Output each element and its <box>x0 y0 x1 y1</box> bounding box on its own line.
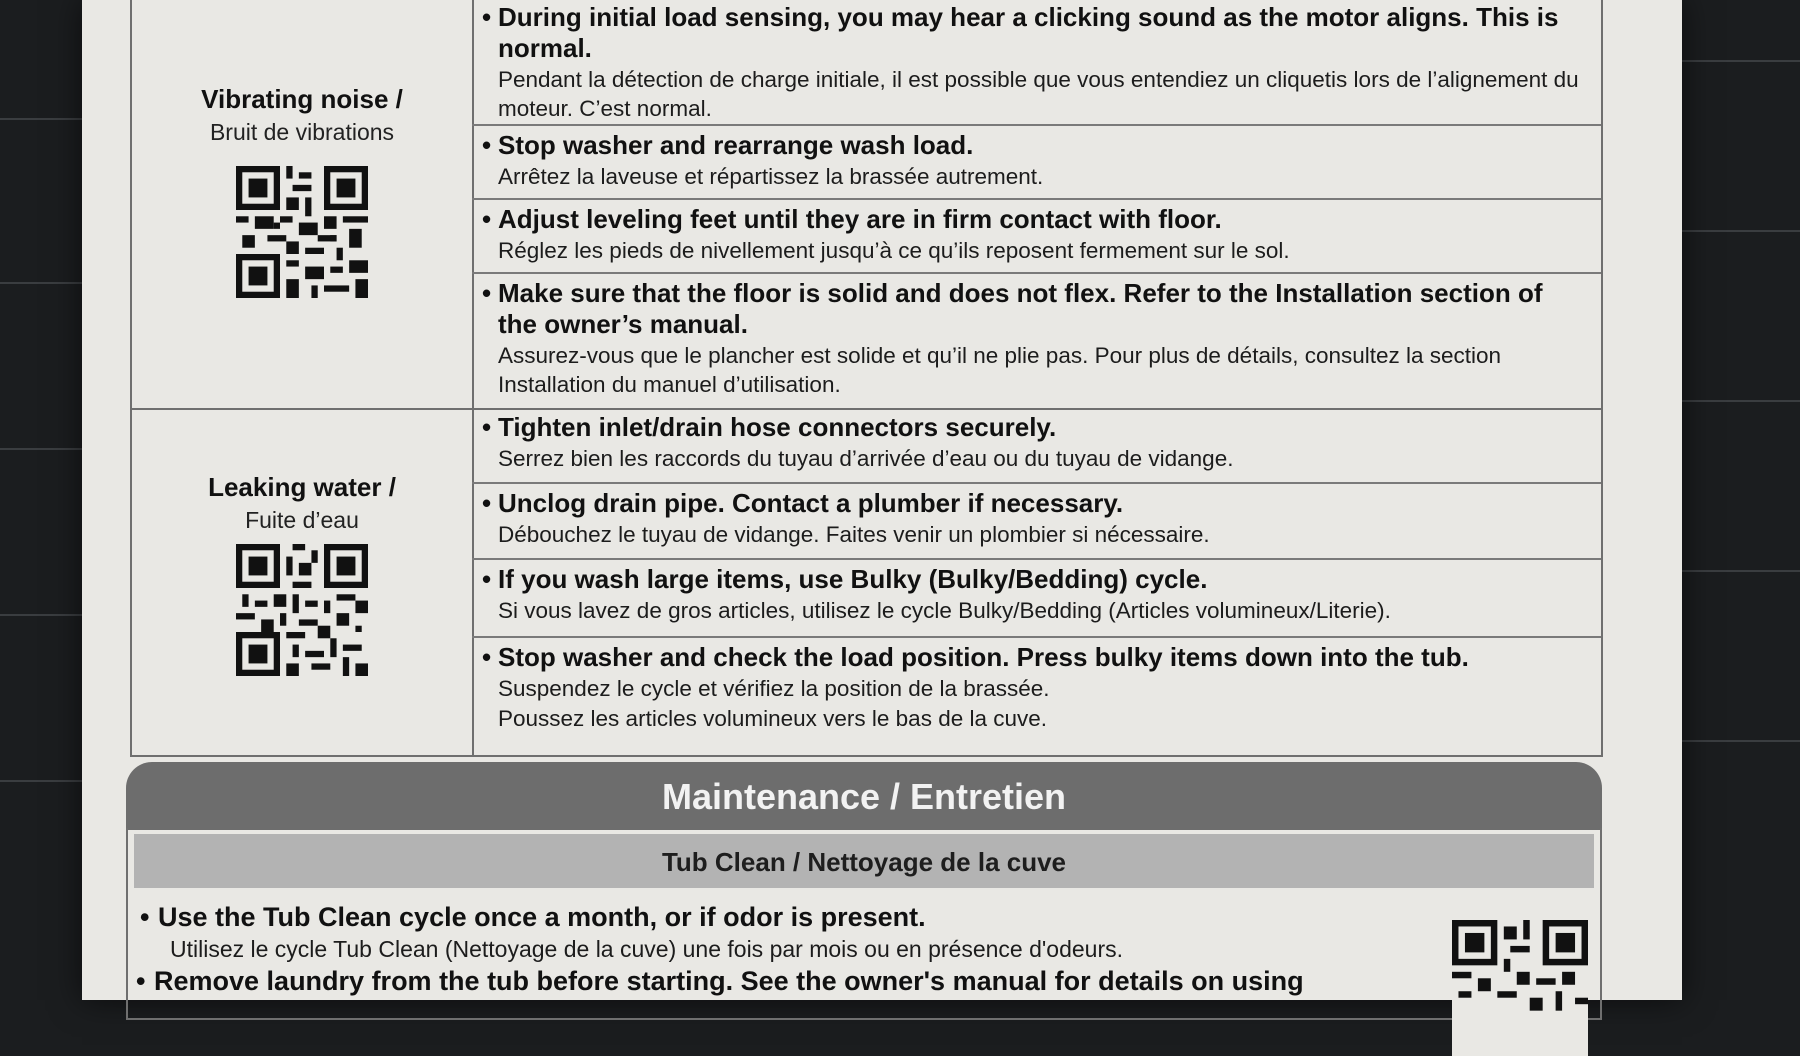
solution-text-en: • Adjust leveling feet until they are in firm contact with floor. <box>498 204 1583 235</box>
solution-text-en: • Unclog drain pipe. Contact a plumber if necessary. <box>498 488 1583 519</box>
solution-row <box>472 484 1601 560</box>
leaking-water-section <box>132 408 1601 755</box>
backdrop-line <box>1682 400 1800 402</box>
solution-text-fr: Assurez-vous que le plancher est solide et qu’il ne plie pas. Pour plus de détails, consultez la section Installation du manuel d’utilisation. <box>498 343 1502 397</box>
backdrop-line <box>1682 230 1800 232</box>
problem-title: Leaking water / <box>208 472 396 502</box>
tub-clean-subheading: Tub Clean / Nettoyage de la cuve <box>134 834 1594 888</box>
solution-text-fr: Serrez bien les raccords du tuyau d’arrivée d’eau ou du tuyau de vidange. <box>498 446 1234 471</box>
solution-text-fr: Suspendez le cycle et vérifiez la position de la brassée. <box>498 676 1050 701</box>
solution-text-fr: Débouchez le tuyau de vidange. Faites venir un plombier si nécessaire. <box>498 522 1210 547</box>
backdrop-line <box>1682 60 1800 62</box>
solution-row <box>472 200 1601 274</box>
solution-text-fr: Poussez les articles volumineux vers le bas de la cuve. <box>498 706 1048 731</box>
solution-text-en: • Make sure that the floor is solid and does not flex. Refer to the Installation section of the owner’s manual. <box>498 278 1583 340</box>
qr-code-icon[interactable] <box>234 166 370 298</box>
backdrop-line <box>0 282 82 284</box>
problem-title: Vibrating noise / <box>201 84 403 114</box>
solution-text-en: • If you wash large items, use Bulky (Bulky/Bedding) cycle. <box>498 564 1583 595</box>
manual-sheet <box>82 0 1682 1000</box>
tub-clean-text-fr: Utilisez le cycle Tub Clean (Nettoyage de la cuve) une fois par mois ou en présence d'odeurs. <box>170 936 1124 962</box>
problem-subtitle: Fuite d’eau <box>245 507 359 533</box>
tub-clean-text-en: • Use the Tub Clean cycle once a month, or if odor is present. <box>158 900 1478 934</box>
qr-code-icon[interactable] <box>234 544 370 676</box>
solution-row <box>472 408 1601 484</box>
solution-text-en: • During initial load sensing, you may hear a clicking sound as the motor aligns. This is normal. <box>498 2 1583 64</box>
solution-row <box>472 126 1601 200</box>
solution-row <box>472 560 1601 638</box>
solution-text-en: • Stop washer and check the load position. Press bulky items down into the tub. <box>498 642 1583 673</box>
maintenance-heading: Maintenance / Entretien <box>126 762 1602 830</box>
backdrop-line <box>0 780 82 782</box>
tub-clean-text-en-2: • Remove laundry from the tub before starting. See the owner's manual for details on using <box>154 964 1478 998</box>
maintenance-body <box>126 828 1602 1020</box>
solution-row <box>472 638 1601 753</box>
backdrop-line <box>0 614 82 616</box>
solutions-cell <box>472 408 1601 755</box>
troubleshooting-table <box>130 0 1603 757</box>
solution-row <box>472 0 1601 126</box>
solution-text-fr: Pendant la détection de charge initiale, il est possible que vous entendiez un cliquetis lors de l’alignement du moteur. C’est normal. <box>498 67 1579 121</box>
solution-text-en: • Stop washer and rearrange wash load. <box>498 130 1583 161</box>
backdrop-line <box>0 448 82 450</box>
problem-cell <box>132 408 474 755</box>
backdrop-line <box>1682 740 1800 742</box>
problem-cell <box>132 0 474 408</box>
vibrating-noise-section <box>132 0 1601 410</box>
qr-code-icon[interactable] <box>1450 920 1590 1056</box>
solution-text-fr: Réglez les pieds de nivellement jusqu’à ce qu’ils reposent fermement sur le sol. <box>498 238 1290 263</box>
solutions-cell <box>472 0 1601 408</box>
backdrop-line <box>1682 570 1800 572</box>
problem-subtitle: Bruit de vibrations <box>209 119 395 145</box>
tub-clean-item <box>154 900 1478 998</box>
solution-row <box>472 274 1601 408</box>
solution-text-fr: Arrêtez la laveuse et répartissez la brassée autrement. <box>498 164 1044 189</box>
backdrop-line <box>0 118 82 120</box>
solution-text-en: • Tighten inlet/drain hose connectors securely. <box>498 412 1583 443</box>
solution-text-fr: Si vous lavez de gros articles, utilisez le cycle Bulky/Bedding (Articles volumineux/Literie). <box>498 598 1391 623</box>
